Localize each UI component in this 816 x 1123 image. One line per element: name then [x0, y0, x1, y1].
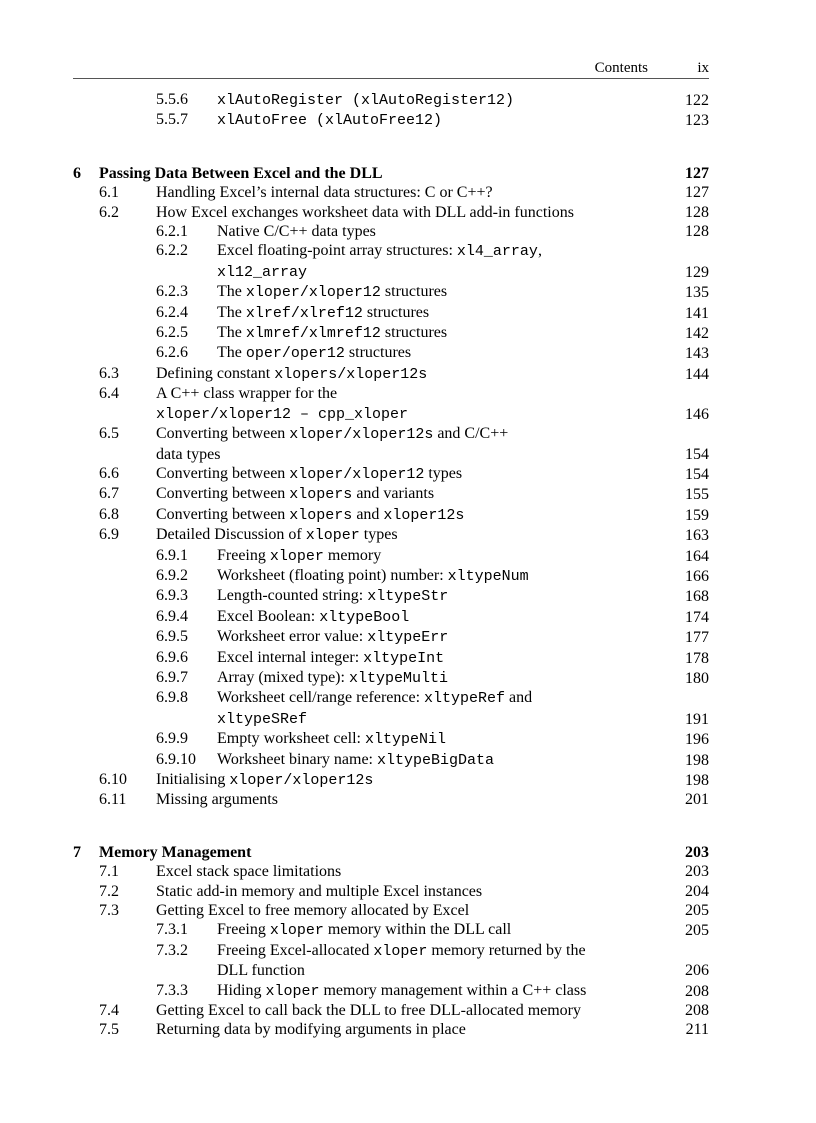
- toc-entry-number: 6.9.8: [156, 689, 188, 707]
- toc-page-number: 154: [685, 445, 709, 463]
- toc-section-row: [73, 484, 709, 504]
- toc-entry-title: [73, 505, 657, 525]
- toc-page-number: 164: [685, 547, 709, 565]
- title-text: structures: [362, 303, 430, 321]
- toc-entry-title: [73, 862, 657, 881]
- toc-section-row: [73, 110, 709, 130]
- title-text: data types: [156, 445, 221, 463]
- toc-entry-number: 6.9.1: [156, 546, 188, 564]
- toc-entry-number: 6.5: [99, 425, 119, 443]
- toc-entry-number: 7.3.3: [156, 981, 188, 999]
- toc-page-number: 208: [685, 982, 709, 1000]
- code-term: xltypeBool: [319, 608, 410, 626]
- title-text: types: [424, 464, 463, 482]
- title-text: Passing Data Between Excel and the DLL: [99, 164, 383, 182]
- toc-section-row: [73, 343, 709, 363]
- toc-entry-number: 6.11: [99, 791, 127, 809]
- toc-section-row: [73, 586, 709, 606]
- title-text: Excel floating-point array structures:: [217, 242, 457, 260]
- title-text: Empty worksheet cell:: [217, 730, 365, 748]
- toc-entry-number: 7: [73, 843, 81, 861]
- title-text: Worksheet (floating point) number:: [217, 566, 448, 584]
- toc-section-row: [73, 222, 709, 241]
- toc-chapter-row: [73, 164, 709, 183]
- toc-page-number: 155: [685, 486, 709, 504]
- toc-entry-number: 6.2.4: [156, 303, 188, 321]
- code-term: xltypeBigData: [377, 751, 495, 769]
- toc-section-row: [73, 241, 709, 282]
- code-term: xloper12s: [383, 506, 465, 524]
- title-text: DLL function: [217, 962, 305, 980]
- toc-entry-number: 6.2.2: [156, 242, 188, 260]
- toc-page-number: 208: [685, 1002, 709, 1020]
- toc-page-number: 128: [685, 223, 709, 241]
- toc-entry-number: 5.5.7: [156, 111, 188, 129]
- toc-page-number: 144: [685, 365, 709, 383]
- title-text: Handling Excel’s internal data structures: C or C++?: [156, 184, 493, 202]
- code-term: xloper: [269, 922, 324, 940]
- toc-chapter-row: [73, 843, 709, 862]
- toc-entry-number: 6.9.10: [156, 750, 196, 768]
- toc-entry-number: 6.8: [99, 505, 119, 523]
- title-text: Defining constant: [156, 364, 275, 382]
- toc-page-number: 191: [685, 710, 709, 728]
- toc-section-row: [73, 90, 709, 110]
- toc-page-number: 168: [685, 588, 709, 606]
- title-text: Converting between: [156, 485, 290, 503]
- toc-section-row: [73, 901, 709, 920]
- toc-entry-number: 6.2: [99, 203, 119, 221]
- toc-entry-title: [73, 882, 657, 901]
- toc-page-number: 143: [685, 345, 709, 363]
- toc-section-row: [73, 607, 709, 627]
- toc-page-number: 206: [685, 962, 709, 980]
- title-text: Native C/C++ data types: [217, 223, 376, 241]
- title-text: Freeing Excel-allocated: [217, 941, 374, 959]
- code-term: oper/oper12: [245, 345, 345, 363]
- title-text: Length-counted string:: [217, 587, 368, 605]
- toc-entry-title: [73, 484, 657, 504]
- toc-entry-number: 7.1: [99, 863, 119, 881]
- toc-page-number: 122: [685, 92, 709, 109]
- toc-section-row: [73, 364, 709, 384]
- title-text: types: [359, 526, 398, 544]
- toc-page-number: 204: [685, 882, 709, 900]
- title-text: memory returned by the: [427, 941, 586, 959]
- toc-page-number: 205: [685, 922, 709, 940]
- toc-entry-number: 7.5: [99, 1021, 119, 1039]
- toc-page-number: 146: [685, 405, 709, 423]
- code-term: xloper: [265, 982, 320, 1000]
- title-text: Detailed Discussion of: [156, 526, 306, 544]
- toc-entry-number: 7.3.2: [156, 941, 188, 959]
- toc-section-row: [73, 303, 709, 323]
- toc-entry-number: 6.9.5: [156, 628, 188, 646]
- code-term: xloper/xloper12s: [229, 772, 374, 789]
- toc-entry-number: 6.9.2: [156, 566, 188, 584]
- toc-entry-number: 7.4: [99, 1002, 119, 1020]
- toc-entry-title: [73, 203, 657, 222]
- toc-section-row: [73, 668, 709, 688]
- toc-page-number: 177: [685, 629, 709, 647]
- toc-page-number: 205: [685, 902, 709, 920]
- toc-page-number: 201: [685, 791, 709, 809]
- title-text: structures: [380, 324, 448, 342]
- toc-page-number: 123: [685, 112, 709, 130]
- code-term: xlopers: [289, 486, 353, 504]
- toc-entry-title: [73, 464, 657, 484]
- toc-section-row: [73, 384, 709, 424]
- toc-entry-title: [73, 384, 657, 424]
- toc-page-number: 128: [685, 203, 709, 221]
- title-text: Worksheet binary name:: [217, 750, 377, 768]
- toc-section-row: [73, 505, 709, 525]
- toc-page-number: 159: [685, 506, 709, 524]
- code-term: xloper/xloper12: [245, 284, 381, 302]
- title-text: Initialising: [156, 771, 230, 788]
- toc-entry-number: 6.2.6: [156, 344, 188, 362]
- title-text: and: [505, 689, 533, 707]
- title-text: Hiding: [217, 981, 266, 999]
- toc-entry-title: [73, 790, 657, 809]
- title-text: Excel Boolean:: [217, 607, 320, 625]
- code-term: xlopers: [289, 506, 353, 524]
- toc-section-row: [73, 750, 709, 770]
- title-text: structures: [344, 344, 412, 362]
- code-term: xltypeSRef: [217, 710, 308, 728]
- title-text: The: [217, 324, 246, 342]
- toc-page-number: 127: [685, 164, 709, 182]
- toc-section-row: [73, 424, 709, 464]
- title-text: How Excel exchanges worksheet data with DLL add-in functions: [156, 203, 574, 221]
- title-text: memory: [323, 546, 382, 564]
- title-text: Static add-in memory and multiple Excel instances: [156, 882, 483, 900]
- toc-section-row: [73, 546, 709, 566]
- title-text: The: [217, 344, 246, 362]
- toc-page-number: 141: [685, 304, 709, 322]
- toc-entry-number: 6.2.1: [156, 223, 188, 241]
- title-text: and variants: [352, 485, 435, 503]
- toc-section-row: [73, 183, 709, 202]
- toc-entry-title: [73, 525, 657, 545]
- title-text: Missing arguments: [156, 791, 278, 809]
- toc-page-number: 135: [685, 284, 709, 302]
- toc-section-row: [73, 566, 709, 586]
- toc-entry-number: 6.7: [99, 485, 119, 503]
- toc-page-number: 203: [685, 863, 709, 881]
- toc-section-row: [73, 688, 709, 729]
- toc-entry-number: 6.10: [99, 771, 127, 788]
- code-term: xloper: [373, 942, 428, 960]
- title-text: The: [217, 283, 246, 301]
- toc-entry-number: 6.9.7: [156, 668, 188, 686]
- code-term: xloper/xloper12s: [289, 426, 434, 444]
- toc-page-number: 198: [685, 751, 709, 769]
- toc-entry-number: 6: [73, 164, 81, 182]
- code-term: xloper: [305, 527, 360, 545]
- running-header: [73, 58, 709, 79]
- title-text: Memory Management: [99, 843, 252, 861]
- code-term: xltypeInt: [363, 649, 445, 667]
- code-term: xl12_array: [217, 263, 308, 281]
- toc-entry-number: 6.4: [99, 385, 119, 403]
- title-text: Converting between: [156, 505, 290, 523]
- title-text: A C++ class wrapper for the: [156, 385, 338, 403]
- toc-page-number: 178: [685, 649, 709, 667]
- toc-entry-number: 7.3: [99, 902, 119, 920]
- toc-section-row: [73, 627, 709, 647]
- toc-section-row: [73, 981, 709, 1001]
- toc-entry-number: 5.5.6: [156, 91, 188, 108]
- toc-section-row: [73, 1020, 709, 1039]
- toc-page-number: 180: [685, 669, 709, 687]
- toc-entry-number: 6.2.3: [156, 283, 188, 301]
- title-text: Getting Excel to call back the DLL to free DLL-allocated memory: [156, 1002, 582, 1020]
- toc-section-row: [73, 1001, 709, 1020]
- title-text: structures: [380, 283, 448, 301]
- toc-entry-title: [73, 770, 657, 790]
- toc-page-number: 129: [685, 263, 709, 281]
- toc-entry-number: 6.9.4: [156, 607, 188, 625]
- code-term: xloper/xloper12: [289, 465, 425, 483]
- section-spacer: [73, 810, 709, 843]
- title-text: Excel internal integer:: [217, 648, 364, 666]
- toc-section-row: [73, 729, 709, 749]
- code-term: xloper: [269, 547, 324, 565]
- title-text: Freeing: [217, 546, 270, 564]
- title-text: Excel stack space limitations: [156, 863, 342, 881]
- toc-page-number: 166: [685, 567, 709, 585]
- toc-section-row: [73, 525, 709, 545]
- title-text: Returning data by modifying arguments in place: [156, 1021, 466, 1039]
- toc-section-row: [73, 770, 709, 790]
- code-term: xlmref/xlmref12: [245, 325, 381, 343]
- toc-section-row: [73, 323, 709, 343]
- toc-entry-number: 6.3: [99, 364, 119, 382]
- toc-page-number: 198: [685, 772, 709, 789]
- title-text: Array (mixed type):: [217, 668, 349, 686]
- code-term: xltypeRef: [424, 690, 506, 708]
- toc-section-row: [73, 941, 709, 981]
- toc-entry-number: 6.9.3: [156, 587, 188, 605]
- code-term: xltypeStr: [367, 588, 449, 606]
- toc-entry-number: 6.9: [99, 526, 119, 544]
- toc-page-number: 174: [685, 608, 709, 626]
- title-text: The: [217, 303, 246, 321]
- title-text: Getting Excel to free memory allocated by Excel: [156, 902, 470, 920]
- toc-page-number: 163: [685, 527, 709, 545]
- toc-section-row: [73, 862, 709, 881]
- toc-entry-title: [73, 843, 657, 862]
- title-text: and C/C++: [433, 425, 509, 443]
- code-term: xlAutoFree (xlAutoFree12): [217, 112, 443, 130]
- toc-entry-number: 6.2.5: [156, 324, 188, 342]
- toc-section-row: [73, 920, 709, 940]
- title-text: Converting between: [156, 464, 290, 482]
- code-term: xltypeErr: [367, 629, 449, 647]
- table-of-contents: [73, 90, 709, 1040]
- toc-entry-title: [73, 901, 657, 920]
- toc-entry-title: [73, 1001, 657, 1020]
- toc-page-number: 211: [685, 1021, 709, 1039]
- toc-entry-title: [73, 364, 657, 384]
- code-term: xlref/xlref12: [245, 304, 363, 322]
- title-text: memory within the DLL call: [323, 921, 512, 939]
- toc-entry-number: 6.9.6: [156, 648, 188, 666]
- code-term: xlAutoRegister (xlAutoRegister12): [217, 92, 515, 109]
- toc-section-row: [73, 882, 709, 901]
- toc-entry-number: 7.3.1: [156, 921, 188, 939]
- toc-page-number: 127: [685, 184, 709, 202]
- toc-entry-number: 7.2: [99, 882, 119, 900]
- toc-entry-title: [73, 424, 657, 464]
- code-term: xl4_array: [456, 243, 538, 261]
- toc-entry-number: 6.6: [99, 464, 119, 482]
- title-text: Converting between: [156, 425, 290, 443]
- title-text: memory management within a C++ class: [319, 981, 587, 999]
- toc-entry-title: [73, 1020, 657, 1039]
- toc-page-number: 154: [685, 465, 709, 483]
- title-text: Worksheet error value:: [217, 628, 368, 646]
- code-term: xltypeNil: [364, 731, 446, 749]
- title-text: and: [352, 505, 384, 523]
- toc-page-number: 196: [685, 731, 709, 749]
- toc-entry-number: 6.9.9: [156, 730, 188, 748]
- toc-page-number: 142: [685, 325, 709, 343]
- code-term: xloper/xloper12 – cpp_xloper: [156, 405, 409, 423]
- toc-entry-title: [73, 164, 657, 183]
- code-term: xltypeNum: [447, 567, 529, 585]
- code-term: xltypeMulti: [348, 669, 448, 687]
- running-header-page-number: ix: [697, 60, 709, 76]
- running-header-title: Contents: [594, 60, 648, 76]
- toc-section-row: [73, 648, 709, 668]
- toc-section-row: [73, 790, 709, 809]
- toc-page-number: 203: [685, 843, 709, 861]
- toc-entry-number: 6.1: [99, 184, 119, 202]
- toc-section-row: [73, 464, 709, 484]
- title-text: Freeing: [217, 921, 270, 939]
- toc-section-row: [73, 282, 709, 302]
- toc-entry-title: [73, 183, 657, 202]
- title-text: ,: [537, 242, 542, 260]
- code-term: xlopers/xloper12s: [274, 365, 428, 383]
- section-spacer: [73, 131, 709, 164]
- title-text: Worksheet cell/range reference:: [217, 689, 425, 707]
- toc-section-row: [73, 203, 709, 222]
